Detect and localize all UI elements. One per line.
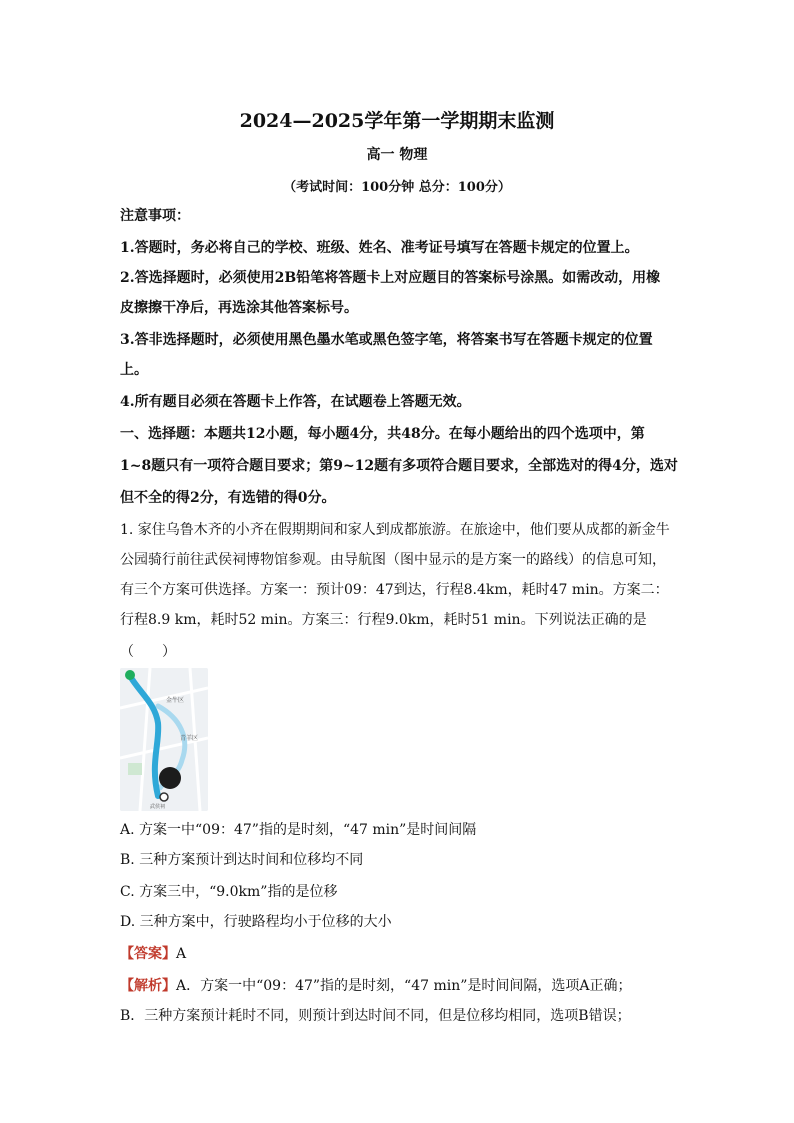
note-item: 3.答非选择题时，必须使用黑色墨水笔或黑色签字笔，将答案书写在答题卡规定的位置 (120, 332, 653, 348)
note-item: 上。 (120, 362, 148, 378)
start-marker-icon (125, 670, 135, 680)
question-stem: 行程8.9 km，耗时52 min。方案三：行程9.0km，耗时51 min。下列说法正确的是 (120, 612, 647, 628)
exam-subject: 高一 物理 (366, 147, 428, 163)
option-a: A. 方案一中“09：47”指的是时刻，“47 min”是时间间隔 (120, 822, 477, 838)
note-item: 皮擦擦干净后，再选涂其他答案标号。 (120, 300, 358, 316)
note-item: 2.答选择题时，必须使用2B铅笔将答题卡上对应题目的答案标号涂黑。如需改动，用橡 (120, 270, 661, 286)
note-item: 1.答题时，务必将自己的学校、班级、姓名、准考证号填写在答题卡规定的位置上。 (120, 240, 639, 256)
exam-title: 2024—2025学年第一学期期末监测 (239, 110, 555, 132)
question-stem: 有三个方案可供选择。方案一：预计09：47到达，行程8.4km，耗时47 min。方案二： (120, 582, 669, 598)
option-b: B. 三种方案预计到达时间和位移均不同 (120, 852, 364, 868)
answer-line (120, 944, 186, 964)
section-instruction: 一、选择题：本题共12小题，每小题4分，共48分。在每小题给出的四个选项中，第 (120, 426, 645, 442)
notes-heading: 注意事项： (120, 208, 190, 224)
note-item: 4.所有题目必须在答题卡上作答，在试题卷上答题无效。 (120, 394, 471, 410)
exam-info: （考试时间：100分钟 总分：100分） (283, 180, 511, 195)
analysis-text: A．方案一中“09：47”指的是时刻，“47 min”是时间间隔，选项A正确； (176, 978, 632, 994)
destination-photo-icon (159, 767, 181, 789)
analysis-text: B．三种方案预计耗时不同，则预计到达时间不同，但是位移均相同，选项B错误； (120, 1008, 631, 1024)
map-svg (120, 668, 208, 811)
section-instruction: 1~8题只有一项符合题目要求；第9~12题有多项符合题目要求，全部选对的得4分，选对 (120, 458, 678, 474)
answer-blank: （ ） (120, 644, 176, 660)
end-marker-icon (160, 793, 168, 801)
question-stem: 公园骑行前往武侯祠博物馆参观。由导航图（图中显示的是方案一的路线）的信息可知， (120, 552, 666, 568)
map-label: 金牛区 (166, 697, 185, 704)
map-park (128, 763, 142, 775)
analysis-tag: 【解析】 (120, 978, 176, 994)
option-d: D. 三种方案中，行驶路程均小于位移的大小 (120, 914, 392, 930)
section-instruction: 但不全的得2分，有选错的得0分。 (120, 490, 336, 506)
answer-tag: 【答案】 (120, 946, 176, 962)
map-label: 武侯祠 (150, 804, 166, 810)
answer-value: A (176, 946, 187, 962)
question-stem: 1. 家住乌鲁木齐的小齐在假期期间和家人到成都旅游。在旅途中，他们要从成都的新金牛 (120, 522, 670, 538)
option-c: C. 方案三中，“9.0km”指的是位移 (120, 884, 338, 900)
analysis-line (120, 976, 632, 996)
navigation-map (120, 668, 208, 811)
map-label: 青羊区 (180, 735, 199, 742)
